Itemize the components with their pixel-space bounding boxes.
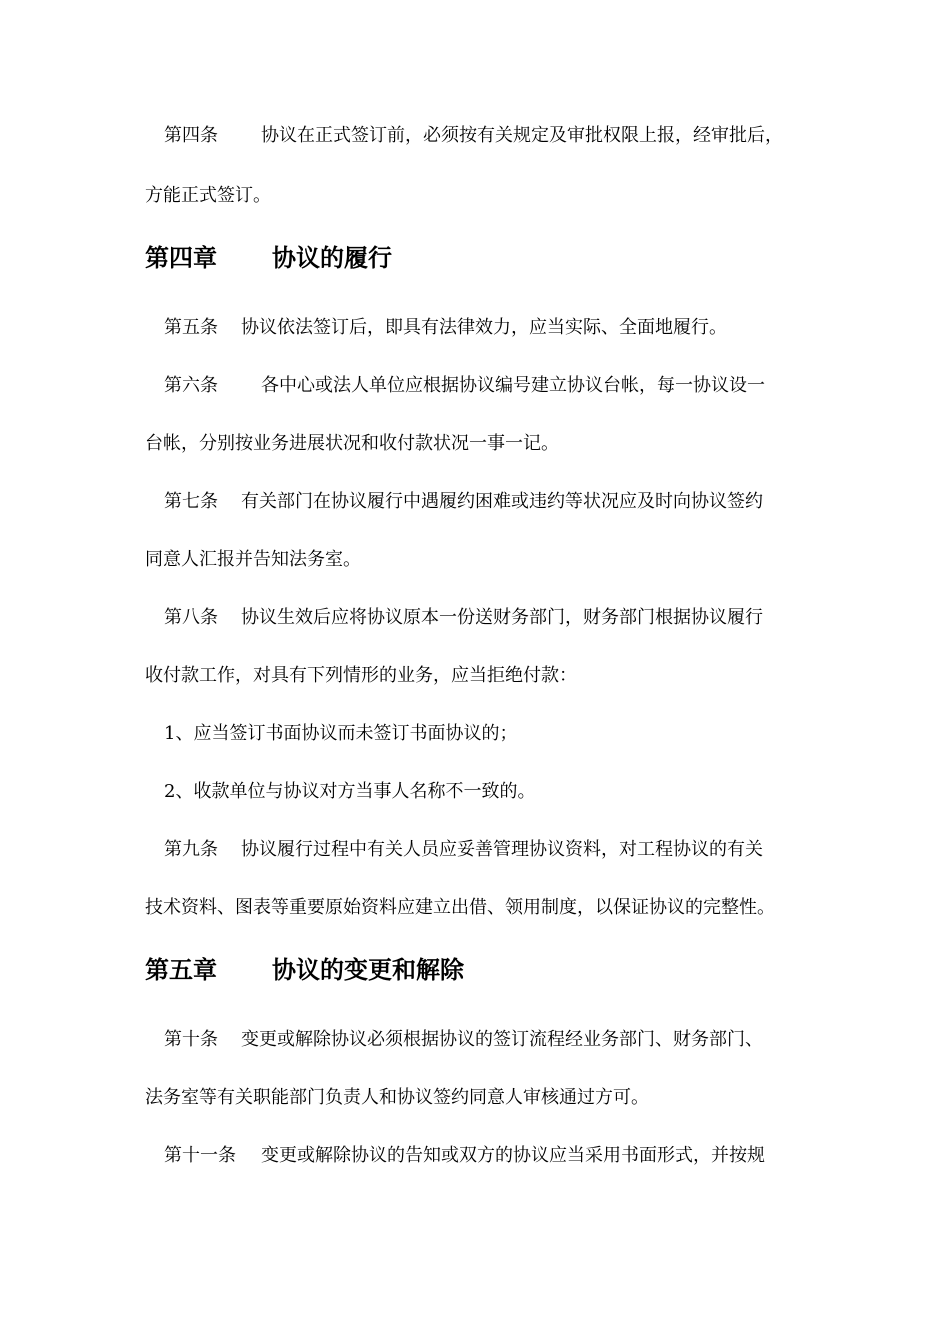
article-4-text: 协议在正式签订前，必须按有关规定及审批权限上报，经审批后， [261,125,783,146]
chapter-5-heading [145,955,464,985]
article-6 [164,374,844,398]
chapter-4-title: 协议的履行 [272,244,392,272]
article-4-label: 第四条 [164,125,218,146]
article-8-text: 协议生效后应将协议原本一份送财务部门，财务部门根据协议履行 [241,607,763,628]
chapter-5-title: 协议的变更和解除 [272,956,464,984]
article-6-text: 各中心或法人单位应根据协议编号建立协议台帐，每一协议设一 [261,375,765,396]
article-9 [164,838,844,862]
article-11-text: 变更或解除协议的告知或双方的协议应当采用书面形式，并按规 [261,1145,765,1166]
article-7 [164,490,844,514]
article-10 [164,1028,844,1052]
article-5-text: 协议依法签订后，即具有法律效力，应当实际、全面地履行。 [241,317,727,338]
chapter-4-heading [145,243,392,273]
article-11 [164,1144,844,1168]
article-7-text: 有关部门在协议履行中遇履约困难或违约等状况应及时向协议签约 [241,491,763,512]
article-7-label: 第七条 [164,491,218,512]
chapter-5-number: 第五章 [145,956,217,984]
list-item-2: 2、收款单位与协议对方当事人名称不一致的。 [164,781,536,802]
article-4-continuation: 方能正式签订。 [145,185,271,206]
article-8-label: 第八条 [164,607,218,628]
article-7-continuation: 同意人汇报并告知法务室。 [145,549,361,570]
article-9-label: 第九条 [164,839,218,860]
article-5 [164,316,844,340]
article-8-continuation: 收付款工作，对具有下列情形的业务，应当拒绝付款： [145,665,577,686]
list-item-1: 1、应当签订书面协议而未签订书面协议的； [164,723,518,744]
article-6-continuation: 台帐，分别按业务进展状况和收付款状况一事一记。 [145,433,559,454]
article-9-text: 协议履行过程中有关人员应妥善管理协议资料，对工程协议的有关 [241,839,763,860]
article-8 [164,606,844,630]
article-10-continuation: 法务室等有关职能部门负责人和协议签约同意人审核通过方可。 [145,1087,649,1108]
article-5-label: 第五条 [164,317,218,338]
article-10-text: 变更或解除协议必须根据协议的签订流程经业务部门、财务部门、 [241,1029,763,1050]
article-4 [164,124,844,148]
article-10-label: 第十条 [164,1029,218,1050]
article-9-continuation: 技术资料、图表等重要原始资料应建立出借、领用制度，以保证协议的完整性。 [145,897,775,918]
article-11-label: 第十一条 [164,1145,236,1166]
chapter-4-number: 第四章 [145,244,217,272]
article-6-label: 第六条 [164,375,218,396]
